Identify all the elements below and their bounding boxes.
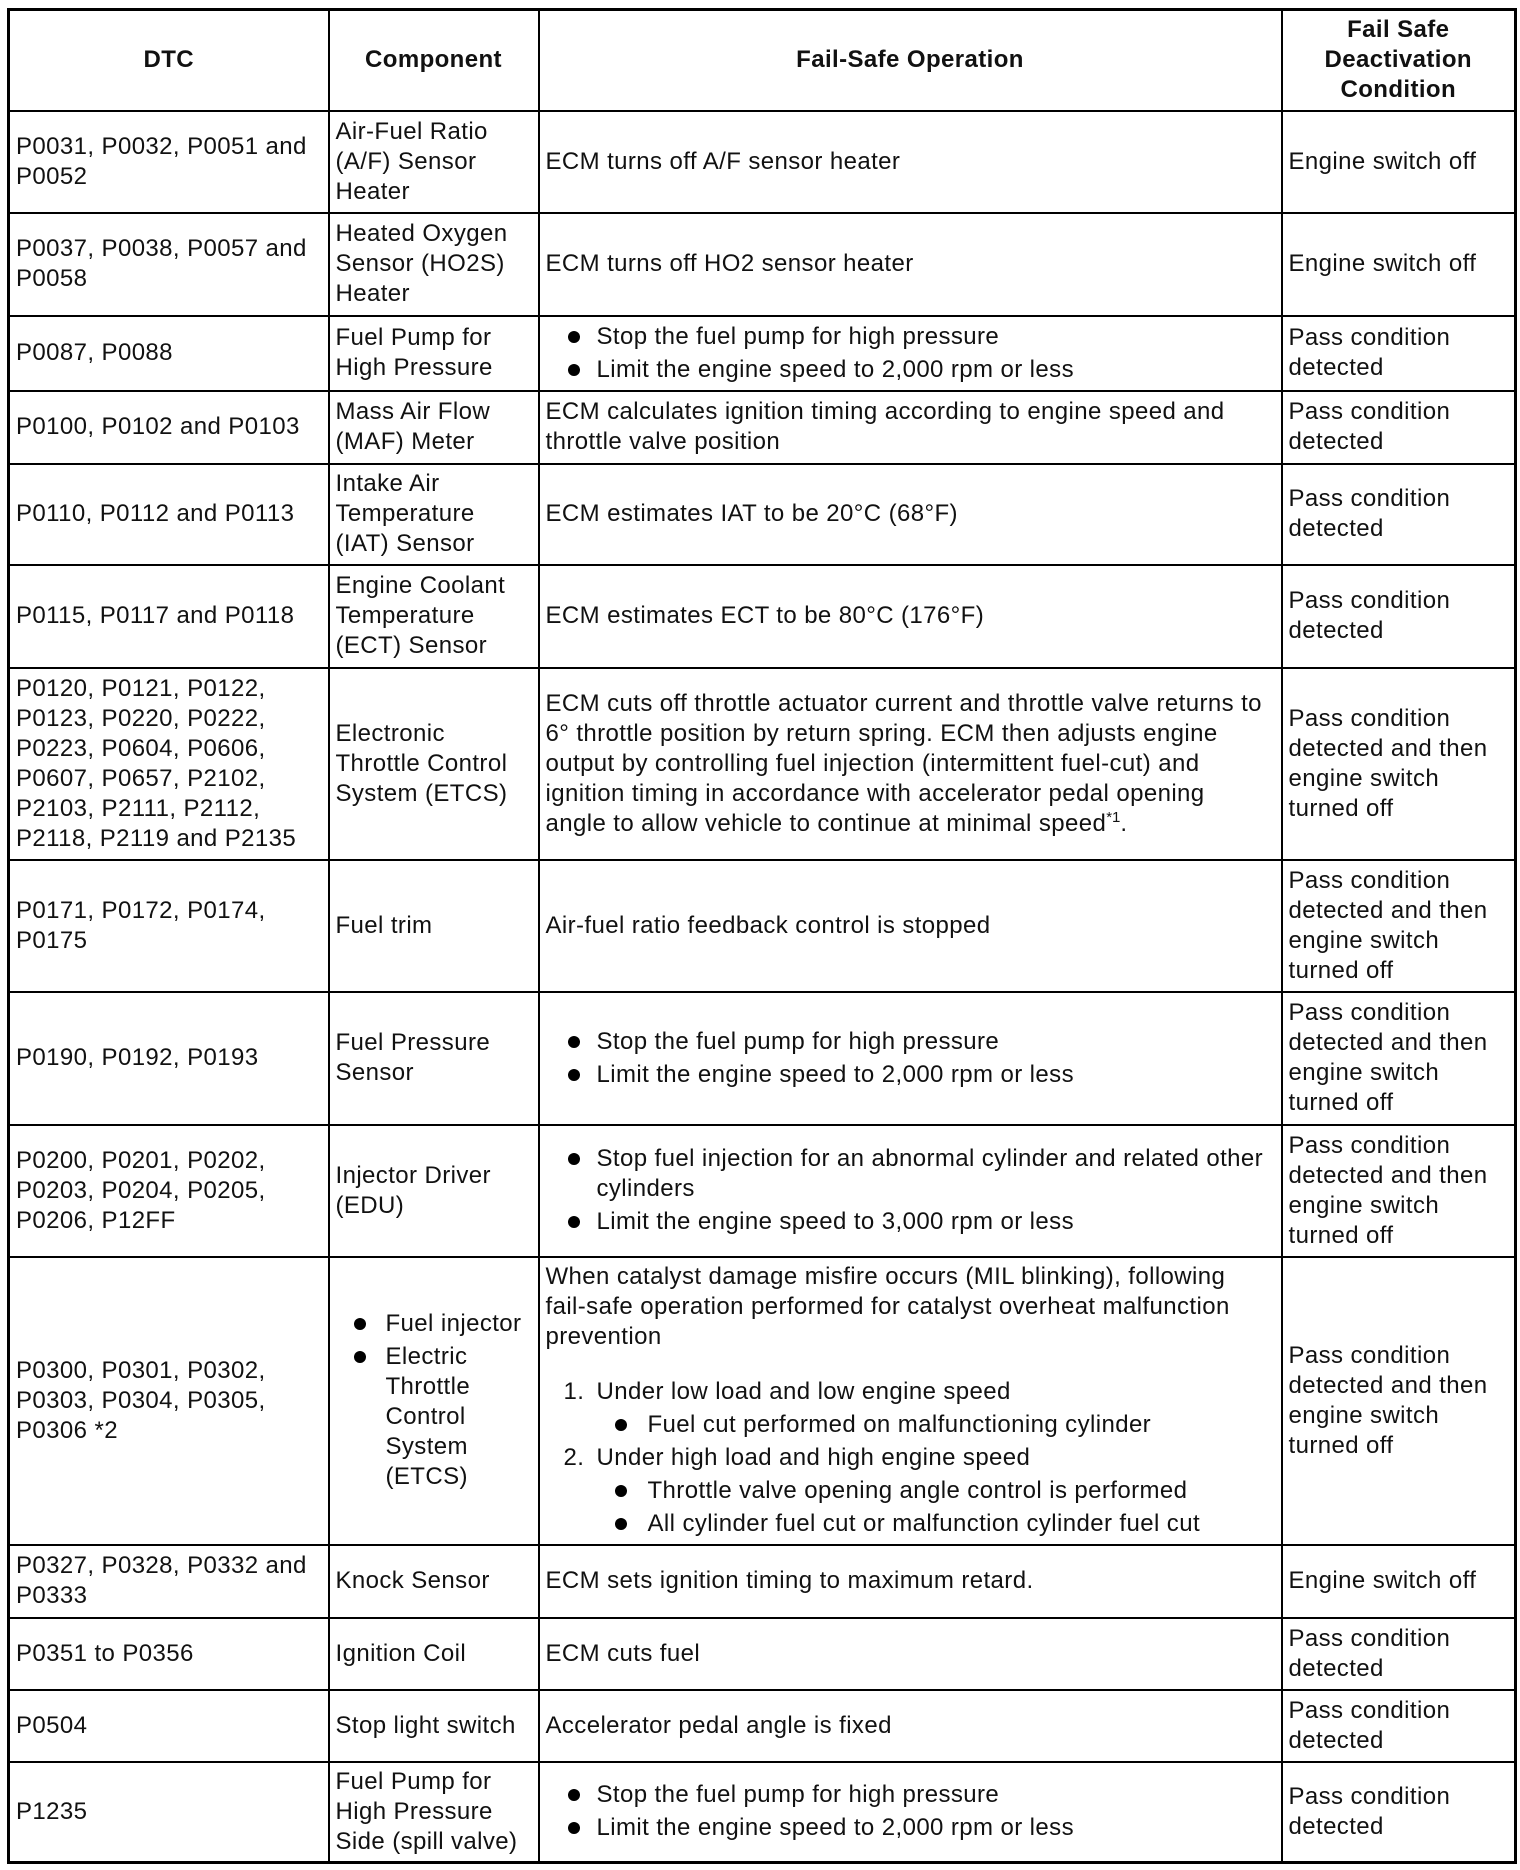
bullet-icon [354, 1351, 366, 1363]
fail-safe-operation-cell [539, 1125, 1282, 1257]
dtc-cell: P1235 [9, 1762, 329, 1863]
list-item [546, 1060, 1271, 1090]
dtc-cell: P0327, P0328, P0332 and P0333 [9, 1545, 329, 1618]
sub-list-item-text: Fuel cut performed on malfunctioning cylinder [647, 1411, 1152, 1438]
bullet-list [546, 1780, 1271, 1843]
component-cell: Mass Air Flow (MAF) Meter [329, 391, 539, 464]
step-number: 1. [563, 1378, 585, 1405]
component-cell: Heated Oxygen Sensor (HO2S) Heater [329, 213, 539, 316]
table-row [9, 316, 1516, 391]
header-deactivation-condition: Fail Safe Deactivation Condition [1282, 10, 1516, 111]
sub-list-item-text: All cylinder fuel cut or malfunction cylinder fuel cut [647, 1510, 1201, 1537]
dtc-cell: P0115, P0117 and P0118 [9, 565, 329, 668]
deactivation-condition-cell: Engine switch off [1282, 1545, 1516, 1618]
bullet-icon [354, 1318, 366, 1330]
dtc-cell: P0300, P0301, P0302, P0303, P0304, P0305, P0306 *2 [9, 1257, 329, 1545]
deactivation-condition-cell: Pass condition detected and then engine switch turned off [1282, 1257, 1516, 1545]
fail-safe-operation-cell [539, 1762, 1282, 1863]
list-item [546, 1207, 1271, 1237]
operation-text-end: . [1120, 809, 1128, 837]
fail-safe-operation-cell: Air-fuel ratio feedback control is stopped [539, 860, 1282, 992]
footnote-marker: *1 [1106, 808, 1121, 826]
bullet-list [546, 1027, 1271, 1090]
fail-safe-operation-cell: ECM sets ignition timing to maximum retard. [539, 1545, 1282, 1618]
sub-list-item-text: Throttle valve opening angle control is performed [647, 1477, 1188, 1504]
component-cell: Intake Air Temperature (IAT) Sensor [329, 464, 539, 565]
bullet-list [546, 322, 1271, 385]
component-cell: Fuel Pump for High Pressure [329, 316, 539, 391]
bullet-icon [568, 364, 580, 376]
component-cell: Ignition Coil [329, 1618, 539, 1690]
step-list [546, 1377, 1271, 1539]
component-cell: Air-Fuel Ratio (A/F) Sensor Heater [329, 111, 539, 213]
fail-safe-operation-cell [539, 316, 1282, 391]
dtc-cell: P0120, P0121, P0122, P0123, P0220, P0222, P0223, P0604, P0606, P0607, P0657, P2102, P2103, P2111, P2112, P2118, P2119 and P2135 [9, 668, 329, 860]
sub-list-item [546, 1476, 1271, 1506]
table-row [9, 1125, 1516, 1257]
list-item [546, 1813, 1271, 1843]
component-cell: Engine Coolant Temperature (ECT) Sensor [329, 565, 539, 668]
step-item [546, 1443, 1271, 1473]
header-dtc: DTC [9, 10, 329, 111]
dtc-cell: P0087, P0088 [9, 316, 329, 391]
fail-safe-operation-cell: Accelerator pedal angle is fixed [539, 1690, 1282, 1762]
list-item [546, 1144, 1271, 1204]
list-item-text: Stop the fuel pump for high pressure [596, 1781, 1000, 1809]
dtc-cell: P0037, P0038, P0057 and P0058 [9, 213, 329, 316]
deactivation-condition-cell: Engine switch off [1282, 111, 1516, 213]
deactivation-condition-cell: Engine switch off [1282, 213, 1516, 316]
step-text: Under high load and high engine speed [596, 1444, 1031, 1471]
deactivation-condition-cell: Pass condition detected and then engine switch turned off [1282, 1125, 1516, 1257]
table-row [9, 1690, 1516, 1762]
bullet-icon [615, 1485, 627, 1497]
fail-safe-operation-cell [539, 668, 1282, 860]
table-row [9, 1618, 1516, 1690]
deactivation-condition-cell: Pass condition detected [1282, 565, 1516, 668]
operation-text: ECM cuts off throttle actuator current and throttle valve returns to 6° throttle position by return spring. ECM then adjusts engine output by controlling fuel injection (intermittent fuel-cut) and ignition timing in accordance with accelerator pedal opening angle to allow vehicle to continue at minimal speed [545, 689, 1262, 837]
fail-safe-operation-cell: ECM turns off HO2 sensor heater [539, 213, 1282, 316]
component-cell: Fuel Pressure Sensor [329, 992, 539, 1125]
deactivation-condition-cell: Pass condition detected and then engine switch turned off [1282, 860, 1516, 992]
list-item-text: Stop the fuel pump for high pressure [596, 1027, 1000, 1055]
component-cell: Electronic Throttle Control System (ETCS) [329, 668, 539, 860]
fail-safe-table [7, 8, 1517, 1864]
list-item [546, 355, 1271, 385]
fail-safe-operation-cell: ECM estimates ECT to be 80°C (176°F) [539, 565, 1282, 668]
fail-safe-operation-cell: ECM calculates ignition timing according to engine speed and throttle valve position [539, 391, 1282, 464]
table-row [9, 860, 1516, 992]
dtc-cell: P0190, P0192, P0193 [9, 992, 329, 1125]
component-bullet-list [336, 1309, 528, 1492]
component-cell [329, 1257, 539, 1545]
table-row [9, 668, 1516, 860]
dtc-cell: P0200, P0201, P0202, P0203, P0204, P0205, P0206, P12FF [9, 1125, 329, 1257]
table-row [9, 1545, 1516, 1618]
deactivation-condition-cell: Pass condition detected [1282, 464, 1516, 565]
list-item-text: Stop the fuel pump for high pressure [596, 322, 1000, 350]
component-cell: Knock Sensor [329, 1545, 539, 1618]
table-row [9, 992, 1516, 1125]
bullet-icon [568, 1069, 580, 1081]
deactivation-condition-cell: Pass condition detected and then engine switch turned off [1282, 992, 1516, 1125]
bullet-icon [568, 1153, 580, 1165]
table-row [9, 464, 1516, 565]
deactivation-condition-cell: Pass condition detected [1282, 1690, 1516, 1762]
bullet-icon [568, 1036, 580, 1048]
table-row [9, 1762, 1516, 1863]
deactivation-condition-cell: Pass condition detected and then engine switch turned off [1282, 668, 1516, 860]
fail-safe-operation-cell: ECM cuts fuel [539, 1618, 1282, 1690]
dtc-cell: P0031, P0032, P0051 and P0052 [9, 111, 329, 213]
bullet-icon [568, 1822, 580, 1834]
step-text: Under low load and low engine speed [596, 1378, 1011, 1405]
table-row [9, 1257, 1516, 1545]
dtc-cell: P0110, P0112 and P0113 [9, 464, 329, 565]
deactivation-condition-cell: Pass condition detected [1282, 1762, 1516, 1863]
component-cell: Fuel Pump for High Pressure Side (spill valve) [329, 1762, 539, 1863]
dtc-cell: P0504 [9, 1690, 329, 1762]
fail-safe-operation-cell: ECM estimates IAT to be 20°C (68°F) [539, 464, 1282, 565]
table-row [9, 213, 1516, 316]
dtc-cell: P0100, P0102 and P0103 [9, 391, 329, 464]
header-component: Component [329, 10, 539, 111]
list-item [546, 1027, 1271, 1057]
operation-intro: When catalyst damage misfire occurs (MIL blinking), following fail-safe operation performed for catalyst overheat malfunction prevention [545, 1263, 1230, 1350]
table-row [9, 565, 1516, 668]
deactivation-condition-cell: Pass condition detected [1282, 391, 1516, 464]
bullet-icon [615, 1419, 627, 1431]
dtc-cell: P0171, P0172, P0174, P0175 [9, 860, 329, 992]
list-item-text: Electric Throttle Control System (ETCS) [385, 1343, 471, 1490]
sub-list-item [546, 1509, 1271, 1539]
table-row [9, 111, 1516, 213]
list-item [336, 1342, 528, 1492]
fail-safe-operation-cell: ECM turns off A/F sensor heater [539, 111, 1282, 213]
table-row [9, 391, 1516, 464]
bullet-list [546, 1144, 1271, 1237]
component-cell: Injector Driver (EDU) [329, 1125, 539, 1257]
list-item-text: Stop fuel injection for an abnormal cylinder and related other cylinders [596, 1145, 1264, 1202]
list-item-text: Fuel injector [385, 1310, 522, 1337]
bullet-icon [615, 1518, 627, 1530]
header-row [9, 10, 1516, 111]
list-item-text: Limit the engine speed to 2,000 rpm or less [596, 1814, 1074, 1842]
deactivation-condition-cell: Pass condition detected [1282, 316, 1516, 391]
fail-safe-operation-cell [539, 992, 1282, 1125]
bullet-icon [568, 331, 580, 343]
list-item-text: Limit the engine speed to 3,000 rpm or less [596, 1208, 1074, 1235]
list-item [546, 322, 1271, 352]
list-item [546, 1780, 1271, 1810]
list-item [336, 1309, 528, 1339]
bullet-icon [568, 1216, 580, 1228]
dtc-cell: P0351 to P0356 [9, 1618, 329, 1690]
bullet-icon [568, 1789, 580, 1801]
list-item-text: Limit the engine speed to 2,000 rpm or less [596, 1060, 1074, 1088]
list-item-text: Limit the engine speed to 2,000 rpm or less [596, 355, 1074, 383]
component-cell: Fuel trim [329, 860, 539, 992]
deactivation-condition-cell: Pass condition detected [1282, 1618, 1516, 1690]
component-cell: Stop light switch [329, 1690, 539, 1762]
step-number: 2. [563, 1444, 585, 1471]
header-fail-safe-operation: Fail-Safe Operation [539, 10, 1282, 111]
sub-list-item [546, 1410, 1271, 1440]
fail-safe-operation-cell [539, 1257, 1282, 1545]
step-item [546, 1377, 1271, 1407]
